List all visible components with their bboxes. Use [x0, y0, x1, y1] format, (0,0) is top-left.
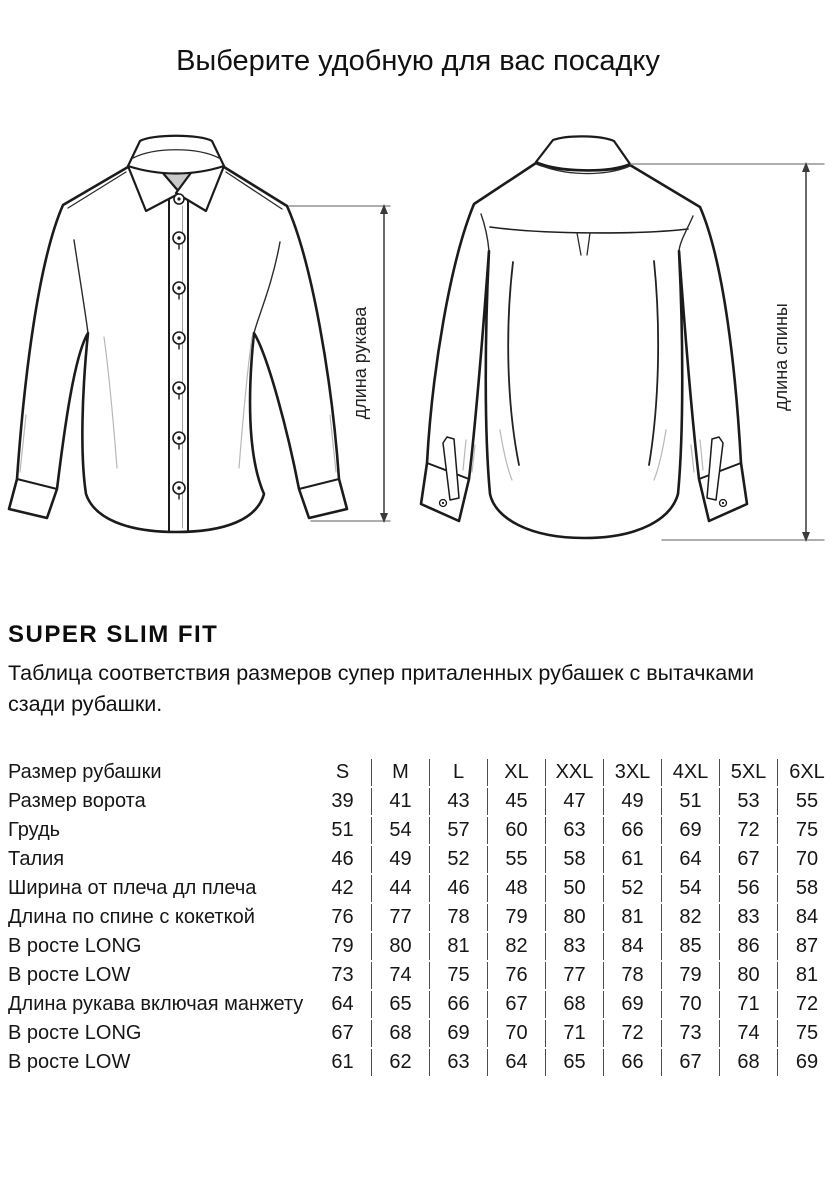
fit-heading: SUPER SLIM FIT — [8, 621, 219, 648]
size-name: M — [372, 759, 430, 786]
size-value: 46 — [430, 875, 488, 902]
size-value: 87 — [795, 935, 819, 957]
size-value: 75 — [430, 962, 488, 989]
size-value: 55 — [795, 790, 819, 812]
size-value: 76 — [314, 904, 372, 931]
back-silhouette — [421, 163, 747, 538]
size-value: 69 — [604, 991, 662, 1018]
size-value: 64 — [314, 991, 372, 1018]
size-value: 65 — [372, 991, 430, 1018]
size-table-header-row — [8, 759, 836, 786]
size-value: 83 — [720, 904, 778, 931]
size-value: 80 — [546, 904, 604, 931]
size-value: 85 — [662, 933, 720, 960]
size-value: 83 — [546, 933, 604, 960]
shirt-front-drawing — [9, 136, 347, 532]
size-value: 58 — [546, 846, 604, 873]
size-value: 72 — [795, 993, 819, 1015]
size-name: 5XL — [720, 759, 778, 786]
size-value: 43 — [430, 788, 488, 815]
size-value: 86 — [720, 933, 778, 960]
size-value: 61 — [314, 1049, 372, 1076]
size-value: 81 — [430, 933, 488, 960]
size-value: 58 — [795, 877, 819, 899]
size-value: 45 — [488, 788, 546, 815]
size-value: 74 — [372, 962, 430, 989]
size-value: 51 — [314, 817, 372, 844]
size-value: 80 — [372, 933, 430, 960]
size-value: 69 — [662, 817, 720, 844]
size-value: 64 — [662, 846, 720, 873]
table-row — [8, 904, 836, 931]
size-value: 71 — [720, 991, 778, 1018]
row-label: В росте LOW — [8, 964, 131, 986]
size-value: 50 — [546, 875, 604, 902]
row-label: Ширина от плеча дл плеча — [8, 877, 257, 899]
size-value: 52 — [430, 846, 488, 873]
size-value: 61 — [604, 846, 662, 873]
size-value: 60 — [488, 817, 546, 844]
size-value: 78 — [604, 962, 662, 989]
size-value: 79 — [314, 933, 372, 960]
size-value: 56 — [720, 875, 778, 902]
size-name: XXL — [546, 759, 604, 786]
size-value: 79 — [662, 962, 720, 989]
size-value: 55 — [488, 846, 546, 873]
size-value: 68 — [372, 1020, 430, 1047]
shirt-back-drawing — [421, 136, 747, 538]
size-value: 57 — [430, 817, 488, 844]
size-value: 74 — [720, 1020, 778, 1047]
size-name: XL — [488, 759, 546, 786]
row-label: Размер рубашки — [8, 761, 162, 783]
size-value: 49 — [372, 846, 430, 873]
size-value: 67 — [314, 1020, 372, 1047]
size-value: 42 — [314, 875, 372, 902]
size-value: 70 — [488, 1020, 546, 1047]
size-value: 66 — [604, 817, 662, 844]
size-value: 72 — [720, 817, 778, 844]
size-value: 64 — [488, 1049, 546, 1076]
back-collar-stand — [536, 136, 630, 170]
row-label: Грудь — [8, 819, 61, 841]
table-row — [8, 875, 836, 902]
size-value: 78 — [430, 904, 488, 931]
size-value: 69 — [430, 1020, 488, 1047]
shirt-diagram — [0, 105, 836, 590]
size-value: 81 — [604, 904, 662, 931]
size-value: 67 — [720, 846, 778, 873]
table-row — [8, 846, 836, 873]
row-label: В росте LONG — [8, 1022, 142, 1044]
size-value: 84 — [604, 933, 662, 960]
front-silhouette — [9, 167, 347, 532]
size-name: L — [430, 759, 488, 786]
fit-description — [8, 658, 820, 720]
table-row — [8, 788, 836, 815]
size-value: 63 — [430, 1049, 488, 1076]
size-value: 72 — [604, 1020, 662, 1047]
size-value: 84 — [795, 906, 819, 928]
size-value: 41 — [372, 788, 430, 815]
size-value: 73 — [662, 1020, 720, 1047]
size-value: 53 — [720, 788, 778, 815]
table-row — [8, 962, 836, 989]
size-value: 82 — [662, 904, 720, 931]
row-label: Размер ворота — [8, 790, 146, 812]
size-value: 70 — [795, 848, 819, 870]
size-name: 6XL — [789, 761, 825, 783]
size-value: 54 — [662, 875, 720, 902]
size-value: 68 — [546, 991, 604, 1018]
size-table — [8, 757, 836, 1078]
size-value: 46 — [314, 846, 372, 873]
size-value: 71 — [546, 1020, 604, 1047]
size-value: 39 — [314, 788, 372, 815]
row-label: В росте LONG — [8, 935, 142, 957]
size-value: 49 — [604, 788, 662, 815]
row-label: В росте LOW — [8, 1051, 131, 1073]
size-name: S — [314, 759, 372, 786]
size-value: 66 — [604, 1049, 662, 1076]
size-table-wrap — [8, 757, 836, 1078]
size-value: 80 — [720, 962, 778, 989]
size-value: 70 — [662, 991, 720, 1018]
table-row — [8, 933, 836, 960]
back-length-label: длина спины — [771, 303, 791, 411]
size-value: 66 — [430, 991, 488, 1018]
size-table-body — [8, 759, 836, 1076]
size-value: 47 — [546, 788, 604, 815]
table-row — [8, 991, 836, 1018]
size-value: 76 — [488, 962, 546, 989]
size-value: 63 — [546, 817, 604, 844]
size-value: 51 — [662, 788, 720, 815]
table-row — [8, 817, 836, 844]
page-title: Выберите удобную для вас посадку — [176, 45, 660, 77]
size-value: 54 — [372, 817, 430, 844]
size-value: 65 — [546, 1049, 604, 1076]
size-value: 81 — [795, 964, 819, 986]
size-value: 67 — [662, 1049, 720, 1076]
fit-description-line-1: Таблица соответствия размеров супер приталенных рубашек с вытачками — [8, 661, 755, 685]
size-value: 75 — [795, 1022, 819, 1044]
size-value: 77 — [546, 962, 604, 989]
row-label: Талия — [8, 848, 65, 870]
table-row — [8, 1020, 836, 1047]
size-value: 68 — [720, 1049, 778, 1076]
row-label: Длина рукава включая манжету — [8, 993, 304, 1015]
size-value: 75 — [795, 819, 819, 841]
size-name: 3XL — [604, 759, 662, 786]
size-value: 79 — [488, 904, 546, 931]
size-value: 77 — [372, 904, 430, 931]
size-value: 52 — [604, 875, 662, 902]
size-name: 4XL — [662, 759, 720, 786]
fit-description-line-2: сзади рубашки. — [8, 692, 163, 716]
size-value: 82 — [488, 933, 546, 960]
size-value: 44 — [372, 875, 430, 902]
size-value: 62 — [372, 1049, 430, 1076]
size-value: 73 — [314, 962, 372, 989]
size-value: 69 — [795, 1051, 819, 1073]
row-label: Длина по спине с кокеткой — [8, 906, 255, 928]
size-value: 48 — [488, 875, 546, 902]
table-row — [8, 1049, 836, 1076]
sleeve-length-label: длина рукава — [350, 306, 370, 420]
size-value: 67 — [488, 991, 546, 1018]
